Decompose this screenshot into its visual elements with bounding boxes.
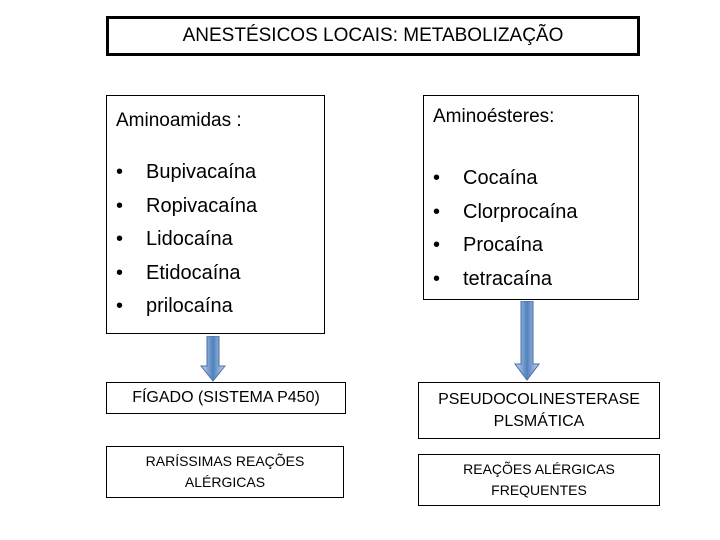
drug-name: Etidocaína xyxy=(146,261,241,284)
rare-reactions-line2: ALÉRGICAS xyxy=(184,474,266,490)
drug-name: Clorprocaína xyxy=(463,200,578,223)
list-item xyxy=(116,257,257,291)
figado-box xyxy=(106,382,346,414)
list-item xyxy=(433,196,578,230)
list-item xyxy=(116,190,257,224)
aminoamidas-heading: Aminoamidas : xyxy=(116,110,242,131)
drug-name: Cocaína xyxy=(463,167,538,189)
drug-name: Lidocaína xyxy=(146,228,233,250)
aminoesteres-panel xyxy=(423,95,639,300)
list-item xyxy=(116,156,257,190)
bullet: • xyxy=(433,234,441,256)
bullet: • xyxy=(433,267,441,290)
arrow-down-icon xyxy=(514,301,540,381)
pseudocolinesterase-label-line1: PSEUDOCOLINESTERASE xyxy=(438,390,640,408)
bullet: • xyxy=(433,167,441,189)
drug-name: Bupivacaína xyxy=(146,161,257,183)
drug-name: Procaína xyxy=(463,234,544,256)
bullet: • xyxy=(116,194,124,217)
frequent-reactions-line1: REAÇÕES ALÉRGICAS xyxy=(463,461,615,477)
list-item xyxy=(433,263,578,297)
bullet: • xyxy=(433,200,441,223)
bullet: • xyxy=(116,228,124,250)
drug-name: prilocaína xyxy=(146,295,233,317)
frequent-reactions-box xyxy=(418,454,660,506)
list-item xyxy=(116,290,257,324)
aminoesteres-list xyxy=(433,162,578,296)
diagram-title xyxy=(106,16,640,56)
pseudocolinesterase-label-line2: PLSMÁTICA xyxy=(493,412,585,430)
list-item xyxy=(433,162,578,196)
drug-name: tetracaína xyxy=(463,267,552,290)
list-item xyxy=(116,223,257,257)
drug-name: Ropivacaína xyxy=(146,194,258,217)
list-item xyxy=(433,229,578,263)
bullet: • xyxy=(116,261,124,284)
aminoesteres-heading: Aminoésteres: xyxy=(433,106,555,127)
rare-reactions-box xyxy=(106,446,344,498)
figado-label: FÍGADO (SISTEMA P450) xyxy=(132,389,320,406)
aminoamidas-list xyxy=(116,156,257,324)
frequent-reactions-line2: FREQUENTES xyxy=(491,482,587,498)
arrow-down-icon xyxy=(200,336,226,382)
rare-reactions-line1: RARÍSSIMAS REAÇÕES xyxy=(145,453,305,469)
bullet: • xyxy=(116,295,124,317)
aminoamidas-panel xyxy=(106,95,325,334)
diagram-title-text: ANESTÉSICOS LOCAIS: METABOLIZAÇÃO xyxy=(182,25,564,46)
pseudocolinesterase-box xyxy=(418,382,660,439)
bullet: • xyxy=(116,161,124,183)
